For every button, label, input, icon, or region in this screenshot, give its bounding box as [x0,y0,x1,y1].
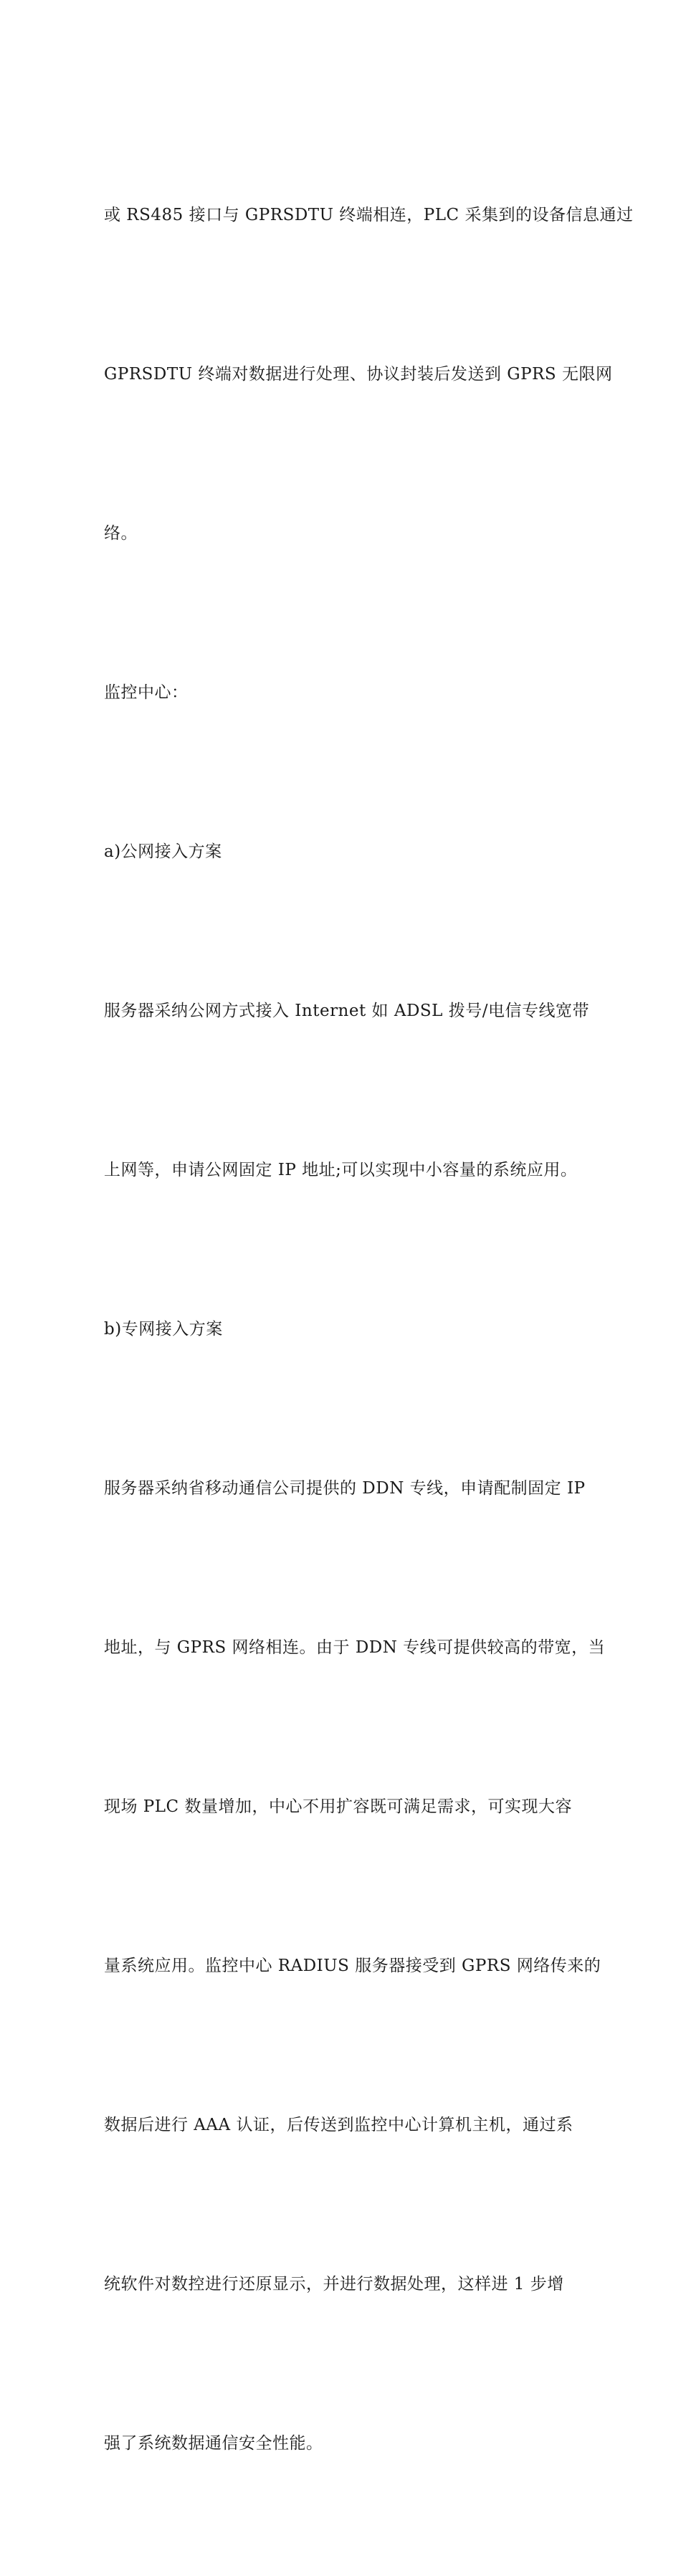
text-line-9: 服务器采纳省移动通信公司提供的 DDN 专线，申请配制固定 IP [104,1479,586,1498]
text-line-12: 量系统应用。监控中心 RADIUS 服务器接受到 GPRS 网络传来的 [104,1957,601,1975]
text-line-11: 现场 PLC 数量增加，中心不用扩容既可满足需求，可实现大容 [104,1797,572,1816]
text-line-2: GPRSDTU 终端对数据进行处理、协议封装后发送到 GPRS 无限网 [104,365,613,384]
section-heading-monitoring-center: 监控中心： [104,683,189,702]
text-line-7: 上网等，申请公网固定 IP 地址;可以实现中小容量的系统应用。 [104,1161,578,1179]
subheading-private-network: b)专网接入方案 [104,1320,223,1339]
text-line-13: 数据后进行 AAA 认证，后传送到监控中心计算机主机，通过系 [104,2116,573,2134]
text-line-1: 或 RS485 接口与 GPRSDTU 终端相连，PLC 采集到的设备信息通过 [104,206,634,224]
subheading-public-network: a)公网接入方案 [104,842,222,861]
body-text [104,82,634,2576]
text-line-14: 统软件对数控进行还原显示，并进行数据处理，这样进 1 步增 [104,2275,564,2294]
text-line-6: 服务器采纳公网方式接入 Internet 如 ADSL 拨号/电信专线宽带 [104,1002,589,1020]
text-line-3: 络。 [104,524,138,543]
text-line-15: 强了系统数据通信安全性能。 [104,2434,323,2453]
text-line-10: 地址，与 GPRS 网络相连。由于 DDN 专线可提供较高的带宽，当 [104,1638,606,1657]
